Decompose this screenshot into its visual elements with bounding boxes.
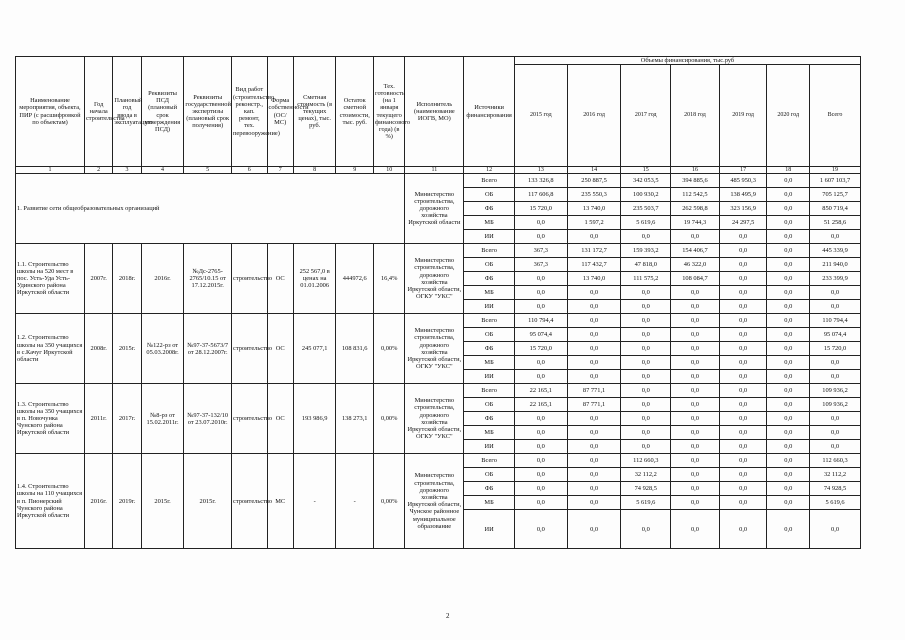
total-cell: 0,0 <box>810 286 861 300</box>
executor-cell: Министерство строительства, дорожного хозяйства Иркутской области, ОГКУ "УКС" <box>405 314 464 384</box>
amount-cell: 0,0 <box>767 496 810 510</box>
amount-cell: 0,0 <box>567 412 621 426</box>
header-work-type: Вид работ (строительство, реконстр., кап. ремонт, тех. перевооружение) <box>232 57 268 167</box>
amount-cell: 485 950,3 <box>719 174 767 188</box>
amount-cell: 0,0 <box>767 384 810 398</box>
header-name: Наименование мероприятия, объекта, ПИР (с расшифровкой по объектам) <box>16 57 85 167</box>
amount-cell: 367,3 <box>514 258 567 272</box>
amount-cell: 0,0 <box>567 370 621 384</box>
amount-cell: 0,0 <box>719 314 767 328</box>
finish-year: 2018г. <box>113 244 141 314</box>
amount-cell: 0,0 <box>567 356 621 370</box>
column-number: 19 <box>810 167 861 174</box>
psd-details: №122-рз от 05.03.2008г. <box>141 314 184 384</box>
header-readiness: Тех. готовность (на 1 января текущего финансового года) (в %) <box>373 57 404 167</box>
amount-cell: 0,0 <box>671 342 720 356</box>
total-cell: 705 125,7 <box>810 188 861 202</box>
amount-cell: 0,0 <box>767 356 810 370</box>
amount-cell: 0,0 <box>719 286 767 300</box>
funding-source: Всего <box>464 174 515 188</box>
funding-source: ИИ <box>464 440 515 454</box>
amount-cell: 0,0 <box>567 482 621 496</box>
funding-source: Всего <box>464 314 515 328</box>
total-cell: 109 936,2 <box>810 384 861 398</box>
readiness: 0,00% <box>373 314 404 384</box>
work-type: строительство <box>232 244 268 314</box>
amount-cell: 32 112,2 <box>621 468 671 482</box>
funding-source: ОБ <box>464 188 515 202</box>
total-cell: 0,0 <box>810 300 861 314</box>
estimated-cost: - <box>293 454 336 549</box>
remaining-cost: 444972,6 <box>336 244 374 314</box>
amount-cell: 138 495,9 <box>719 188 767 202</box>
amount-cell: 111 575,2 <box>621 272 671 286</box>
estimated-cost: 245 077,1 <box>293 314 336 384</box>
amount-cell: 0,0 <box>671 426 720 440</box>
amount-cell: 0,0 <box>671 356 720 370</box>
amount-cell: 0,0 <box>767 342 810 356</box>
header-psd: Реквизиты ПСД (плановый срок утверждения ПСД) <box>141 57 184 167</box>
column-number: 17 <box>719 167 767 174</box>
funding-source: ИИ <box>464 300 515 314</box>
header-expertise: Реквизиты государственной экспертизы (плановый срок получения) <box>184 57 232 167</box>
expertise-details: №Дс-2765-2765/10.15 от 17.12.2015г. <box>184 244 232 314</box>
amount-cell: 87 771,1 <box>567 384 621 398</box>
amount-cell: 0,0 <box>567 440 621 454</box>
amount-cell: 0,0 <box>767 426 810 440</box>
amount-cell: 0,0 <box>514 286 567 300</box>
amount-cell: 0,0 <box>621 230 671 244</box>
column-number: 9 <box>336 167 374 174</box>
amount-cell: 0,0 <box>719 398 767 412</box>
total-cell: 32 112,2 <box>810 468 861 482</box>
amount-cell: 159 393,2 <box>621 244 671 258</box>
amount-cell: 394 885,6 <box>671 174 720 188</box>
header-sources: Источники финансирования <box>464 57 515 167</box>
total-cell: 0,0 <box>810 230 861 244</box>
header-year: 2016 год <box>567 65 621 167</box>
total-cell: 110 794,4 <box>810 314 861 328</box>
funding-source: ФБ <box>464 342 515 356</box>
start-year: 2008г. <box>84 314 112 384</box>
total-cell: 51 258,6 <box>810 216 861 230</box>
amount-cell: 0,0 <box>514 426 567 440</box>
column-number: 18 <box>767 167 810 174</box>
readiness: 0,00% <box>373 384 404 454</box>
amount-cell: 24 297,5 <box>719 216 767 230</box>
amount-cell: 0,0 <box>767 272 810 286</box>
expertise-details: №97-37-132/10 от 23.07.2010г. <box>184 384 232 454</box>
amount-cell: 0,0 <box>621 398 671 412</box>
amount-cell: 46 322,0 <box>671 258 720 272</box>
amount-cell: 0,0 <box>719 496 767 510</box>
amount-cell: 250 887,5 <box>567 174 621 188</box>
amount-cell: 0,0 <box>767 314 810 328</box>
header-year: 2017 год <box>621 65 671 167</box>
amount-cell: 0,0 <box>767 412 810 426</box>
amount-cell: 0,0 <box>719 440 767 454</box>
amount-cell: 0,0 <box>621 286 671 300</box>
ownership: МС <box>267 454 293 549</box>
amount-cell: 22 165,1 <box>514 398 567 412</box>
amount-cell: 0,0 <box>567 342 621 356</box>
finish-year: 2019г. <box>113 454 141 549</box>
amount-cell: 0,0 <box>671 412 720 426</box>
column-number: 3 <box>113 167 141 174</box>
expertise-details: 2015г. <box>184 454 232 549</box>
start-year: 2016г. <box>84 454 112 549</box>
estimated-cost: 193 986,9 <box>293 384 336 454</box>
total-cell: 445 339,9 <box>810 244 861 258</box>
executor-cell: Министерство строительства, дорожного хозяйства Иркутской области, Чунское районное муниципальное образование <box>405 454 464 549</box>
amount-cell: 0,0 <box>514 412 567 426</box>
psd-details: №8-рз от 15.02.2011г. <box>141 384 184 454</box>
amount-cell: 0,0 <box>767 202 810 216</box>
psd-details: 2016г. <box>141 244 184 314</box>
amount-cell: 0,0 <box>621 328 671 342</box>
amount-cell: 0,0 <box>719 244 767 258</box>
amount-cell: 0,0 <box>671 454 720 468</box>
header-funding-group: Объемы финансирования, тыс.руб <box>514 57 860 65</box>
amount-cell: 13 740,0 <box>567 202 621 216</box>
amount-cell: 0,0 <box>719 300 767 314</box>
psd-details: 2015г. <box>141 454 184 549</box>
column-number: 1 <box>16 167 85 174</box>
amount-cell: 0,0 <box>767 230 810 244</box>
funding-source: Всего <box>464 454 515 468</box>
funding-source: ФБ <box>464 272 515 286</box>
amount-cell: 0,0 <box>767 258 810 272</box>
funding-source: МБ <box>464 496 515 510</box>
finish-year: 2015г. <box>113 314 141 384</box>
amount-cell: 0,0 <box>671 440 720 454</box>
amount-cell: 0,0 <box>514 482 567 496</box>
finish-year: 2017г. <box>113 384 141 454</box>
amount-cell: 0,0 <box>567 454 621 468</box>
amount-cell: 0,0 <box>767 454 810 468</box>
amount-cell: 108 084,7 <box>671 272 720 286</box>
total-cell: 0,0 <box>810 510 861 549</box>
table-row <box>16 384 861 398</box>
amount-cell: 0,0 <box>767 440 810 454</box>
amount-cell: 15 720,0 <box>514 342 567 356</box>
funding-source: ИИ <box>464 230 515 244</box>
amount-cell: 235 503,7 <box>621 202 671 216</box>
column-number: 13 <box>514 167 567 174</box>
amount-cell: 0,0 <box>767 244 810 258</box>
funding-source: ФБ <box>464 412 515 426</box>
work-type: строительство <box>232 454 268 549</box>
amount-cell: 0,0 <box>621 510 671 549</box>
amount-cell: 0,0 <box>514 272 567 286</box>
column-number: 16 <box>671 167 720 174</box>
work-type: строительство <box>232 384 268 454</box>
amount-cell: 0,0 <box>671 468 720 482</box>
header-start-year: Год начала строительства <box>84 57 112 167</box>
amount-cell: 0,0 <box>671 384 720 398</box>
amount-cell: 0,0 <box>621 412 671 426</box>
amount-cell: 0,0 <box>767 468 810 482</box>
amount-cell: 0,0 <box>621 300 671 314</box>
amount-cell: 0,0 <box>719 230 767 244</box>
total-cell: 233 399,9 <box>810 272 861 286</box>
amount-cell: 0,0 <box>719 454 767 468</box>
amount-cell: 5 619,6 <box>621 216 671 230</box>
header-finish-year: Плановый год ввода в эксплуатацию <box>113 57 141 167</box>
total-cell: 74 928,5 <box>810 482 861 496</box>
amount-cell: 0,0 <box>671 314 720 328</box>
column-number: 12 <box>464 167 515 174</box>
amount-cell: 0,0 <box>767 482 810 496</box>
total-cell: 5 619,6 <box>810 496 861 510</box>
start-year: 2007г. <box>84 244 112 314</box>
header-rest: Остаток сметной стоимости, тыс. руб. <box>336 57 374 167</box>
amount-cell: 0,0 <box>671 328 720 342</box>
table-row <box>16 314 861 328</box>
expertise-details: №97-37-5673/7 от 28.12.2007г. <box>184 314 232 384</box>
amount-cell: 0,0 <box>719 370 767 384</box>
amount-cell: 95 074,4 <box>514 328 567 342</box>
column-number: 11 <box>405 167 464 174</box>
amount-cell: 0,0 <box>719 384 767 398</box>
funding-source: ОБ <box>464 468 515 482</box>
column-number: 8 <box>293 167 336 174</box>
amount-cell: 0,0 <box>767 370 810 384</box>
amount-cell: 0,0 <box>621 342 671 356</box>
column-number: 10 <box>373 167 404 174</box>
executor-cell: Министерство строительства, дорожного хозяйства Иркутской области, ОГКУ "УКС" <box>405 384 464 454</box>
header-executor: Исполнитель (наименование ИОГВ, МО) <box>405 57 464 167</box>
amount-cell: 0,0 <box>514 216 567 230</box>
amount-cell: 0,0 <box>767 300 810 314</box>
total-cell: 112 660,3 <box>810 454 861 468</box>
amount-cell: 262 598,8 <box>671 202 720 216</box>
amount-cell: 0,0 <box>567 510 621 549</box>
readiness: 0,00% <box>373 454 404 549</box>
executor-cell: Министерство строительства, дорожного хозяйства Иркутской области, ОГКУ "УКС" <box>405 244 464 314</box>
amount-cell: 0,0 <box>567 286 621 300</box>
project-name: 1.3. Строительство школы на 350 учащихся в п. Новочунка Чунского района Иркутской области <box>16 384 85 454</box>
amount-cell: 74 928,5 <box>621 482 671 496</box>
amount-cell: 13 740,0 <box>567 272 621 286</box>
column-numbers-row <box>16 167 861 174</box>
funding-source: ИИ <box>464 370 515 384</box>
total-cell: 0,0 <box>810 412 861 426</box>
amount-cell: 0,0 <box>621 370 671 384</box>
amount-cell: 0,0 <box>719 272 767 286</box>
remaining-cost: 108 831,6 <box>336 314 374 384</box>
amount-cell: 0,0 <box>767 398 810 412</box>
funding-source: Всего <box>464 384 515 398</box>
header-ownership: Форма собственности (ОС/МС) <box>267 57 293 167</box>
amount-cell: 0,0 <box>719 510 767 549</box>
amount-cell: 0,0 <box>671 510 720 549</box>
header-year: 2015 год <box>514 65 567 167</box>
amount-cell: 0,0 <box>671 286 720 300</box>
amount-cell: 0,0 <box>671 230 720 244</box>
amount-cell: 0,0 <box>621 356 671 370</box>
amount-cell: 0,0 <box>514 454 567 468</box>
amount-cell: 0,0 <box>671 496 720 510</box>
amount-cell: 0,0 <box>767 510 810 549</box>
amount-cell: 154 406,7 <box>671 244 720 258</box>
amount-cell: 0,0 <box>719 482 767 496</box>
funding-source: Всего <box>464 244 515 258</box>
estimated-cost: 252 567,0 в ценах на 01.01.2006 <box>293 244 336 314</box>
amount-cell: 19 744,3 <box>671 216 720 230</box>
funding-source: ФБ <box>464 202 515 216</box>
funding-source: ИИ <box>464 510 515 549</box>
amount-cell: 133 326,8 <box>514 174 567 188</box>
amount-cell: 0,0 <box>671 398 720 412</box>
funding-source: ОБ <box>464 398 515 412</box>
amount-cell: 0,0 <box>767 328 810 342</box>
amount-cell: 131 172,7 <box>567 244 621 258</box>
amount-cell: 0,0 <box>514 440 567 454</box>
amount-cell: 0,0 <box>567 426 621 440</box>
header-year: 2020 год <box>767 65 810 167</box>
total-cell: 1 607 103,7 <box>810 174 861 188</box>
funding-source: МБ <box>464 426 515 440</box>
column-number: 4 <box>141 167 184 174</box>
amount-cell: 0,0 <box>621 426 671 440</box>
amount-cell: 0,0 <box>567 468 621 482</box>
total-cell: 0,0 <box>810 426 861 440</box>
amount-cell: 0,0 <box>719 356 767 370</box>
amount-cell: 0,0 <box>567 300 621 314</box>
amount-cell: 0,0 <box>719 426 767 440</box>
amount-cell: 0,0 <box>671 370 720 384</box>
amount-cell: 0,0 <box>767 286 810 300</box>
amount-cell: 0,0 <box>567 328 621 342</box>
amount-cell: 0,0 <box>567 314 621 328</box>
funding-source: МБ <box>464 356 515 370</box>
remaining-cost: - <box>336 454 374 549</box>
amount-cell: 0,0 <box>767 174 810 188</box>
amount-cell: 0,0 <box>767 216 810 230</box>
project-name: 1.2. Строительство школы на 350 учащихся в с.Качуг Иркутской области <box>16 314 85 384</box>
financing-table <box>15 56 861 549</box>
amount-cell: 0,0 <box>567 230 621 244</box>
amount-cell: 0,0 <box>719 412 767 426</box>
amount-cell: 0,0 <box>514 230 567 244</box>
amount-cell: 235 550,3 <box>567 188 621 202</box>
amount-cell: 342 053,5 <box>621 174 671 188</box>
ownership: ОС <box>267 244 293 314</box>
total-cell: 850 719,4 <box>810 202 861 216</box>
ownership: ОС <box>267 314 293 384</box>
work-type: строительство <box>232 314 268 384</box>
funding-source: ФБ <box>464 482 515 496</box>
funding-source: ОБ <box>464 258 515 272</box>
amount-cell: 117 432,7 <box>567 258 621 272</box>
column-number: 15 <box>621 167 671 174</box>
section-title: 1. Развитие сети общеобразовательных организаций <box>16 174 405 244</box>
total-cell: 0,0 <box>810 370 861 384</box>
amount-cell: 112 542,5 <box>671 188 720 202</box>
amount-cell: 100 930,2 <box>621 188 671 202</box>
table-row <box>16 174 861 188</box>
amount-cell: 5 619,6 <box>621 496 671 510</box>
amount-cell: 0,0 <box>719 468 767 482</box>
amount-cell: 367,3 <box>514 244 567 258</box>
amount-cell: 0,0 <box>621 440 671 454</box>
amount-cell: 0,0 <box>621 314 671 328</box>
amount-cell: 0,0 <box>514 468 567 482</box>
project-name: 1.4. Строительство школы на 110 учащихся в п. Пионерский Чунского района Иркутской области <box>16 454 85 549</box>
total-cell: 0,0 <box>810 356 861 370</box>
amount-cell: 0,0 <box>567 496 621 510</box>
amount-cell: 0,0 <box>719 342 767 356</box>
column-number: 5 <box>184 167 232 174</box>
amount-cell: 0,0 <box>671 482 720 496</box>
total-cell: 95 074,4 <box>810 328 861 342</box>
amount-cell: 0,0 <box>671 300 720 314</box>
ownership: ОС <box>267 384 293 454</box>
amount-cell: 112 660,3 <box>621 454 671 468</box>
amount-cell: 1 597,2 <box>567 216 621 230</box>
amount-cell: 47 818,0 <box>621 258 671 272</box>
column-number: 6 <box>232 167 268 174</box>
funding-source: ОБ <box>464 328 515 342</box>
column-number: 2 <box>84 167 112 174</box>
header-total: Всего <box>810 65 861 167</box>
amount-cell: 87 771,1 <box>567 398 621 412</box>
total-cell: 109 936,2 <box>810 398 861 412</box>
funding-source: МБ <box>464 286 515 300</box>
amount-cell: 0,0 <box>719 328 767 342</box>
amount-cell: 15 720,0 <box>514 202 567 216</box>
column-number: 7 <box>267 167 293 174</box>
total-cell: 15 720,0 <box>810 342 861 356</box>
column-number: 14 <box>567 167 621 174</box>
amount-cell: 110 794,4 <box>514 314 567 328</box>
amount-cell: 323 156,9 <box>719 202 767 216</box>
amount-cell: 0,0 <box>719 258 767 272</box>
amount-cell: 0,0 <box>621 384 671 398</box>
total-cell: 211 940,0 <box>810 258 861 272</box>
start-year: 2011г. <box>84 384 112 454</box>
project-name: 1.1. Строительство школы на 520 мест в пос. Усть-Уда Усть-Удинского района Иркутской области <box>16 244 85 314</box>
header-year: 2019 год <box>719 65 767 167</box>
table-row <box>16 244 861 258</box>
amount-cell: 117 606,8 <box>514 188 567 202</box>
amount-cell: 0,0 <box>514 510 567 549</box>
executor-cell: Министерство строительства, дорожного хозяйства Иркутской области <box>405 174 464 244</box>
amount-cell: 22 165,1 <box>514 384 567 398</box>
amount-cell: 0,0 <box>767 188 810 202</box>
page-number: 2 <box>446 612 450 620</box>
amount-cell: 0,0 <box>514 356 567 370</box>
total-cell: 0,0 <box>810 440 861 454</box>
readiness: 16,4% <box>373 244 404 314</box>
amount-cell: 0,0 <box>514 300 567 314</box>
remaining-cost: 138 273,1 <box>336 384 374 454</box>
header-year: 2018 год <box>671 65 720 167</box>
amount-cell: 0,0 <box>514 496 567 510</box>
funding-source: МБ <box>464 216 515 230</box>
amount-cell: 0,0 <box>514 370 567 384</box>
header-cost: Сметная стоимость (в текущих ценах), тыс. руб. <box>293 57 336 167</box>
table-row <box>16 454 861 468</box>
